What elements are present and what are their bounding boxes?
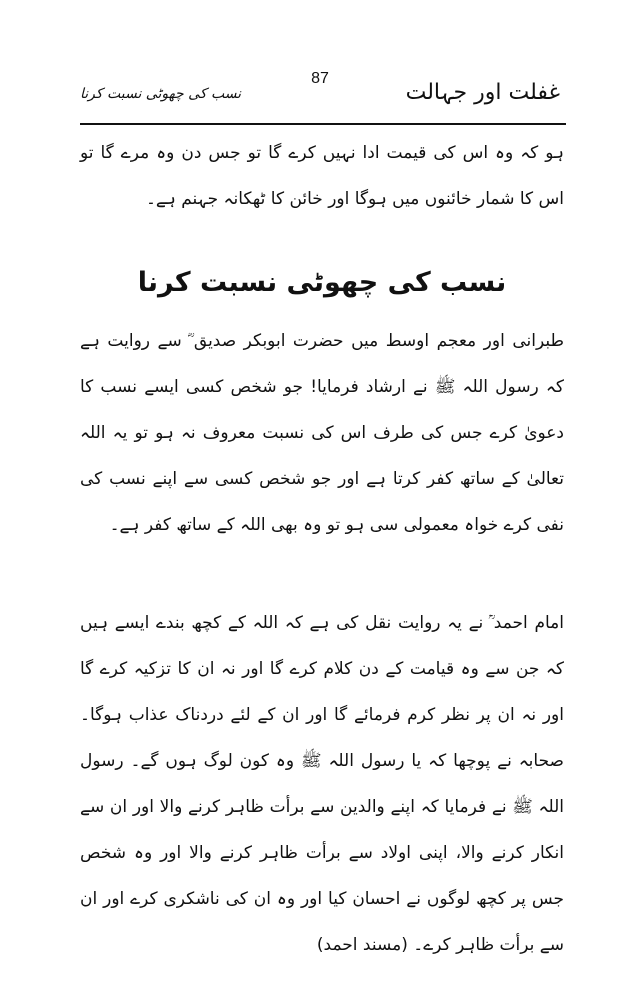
- page-header: [80, 70, 560, 120]
- running-head-book-title: غفلت اور جہالت: [405, 80, 560, 105]
- paragraph-imam-ahmad-hadith: امام احمد ؒ نے یہ روایت نقل کی ہے کہ اللہ کے کچھ بندے ایسے ہیں کہ جن سے وہ قیامت کے دن کلام کرے گا اور نہ ان کا تزکیہ کرے گا اور نہ ان پر نظر کرم فرمائے گا اور ان کے لئے دردناک عذاب ہوگا۔ صحابہ نے پوچھا کہ یا رسول اللہ ﷺ وہ کون لوگ ہوں گے۔ رسول اللہ ﷺ نے فرمایا کہ اپنے والدین سے برأت ظاہر کرنے والا اور ان سے انکار کرنے والا، اپنی اولاد سے برأت ظاہر کرنے والا اور وہ شخص جس پر کچھ لوگوں نے احسان کیا اور وہ ان کی ناشکری کرے اور ان سے برأت ظاہر کرے۔ (مسند احمد): [80, 613, 564, 955]
- paragraph-continuation: ہو کہ وہ اس کی قیمت ادا نہیں کرے گا تو جس دن وہ مرے گا تو اس کا شمار خائنوں میں ہوگا اور خائن کا ٹھکانہ جہنم ہے۔: [80, 143, 564, 209]
- running-head-chapter-title: نسب کی چھوٹی نسبت کرنا: [80, 86, 242, 102]
- section-heading: نسب کی چھوٹی نسبت کرنا: [137, 267, 507, 298]
- paragraph-tabrani-hadith: طبرانی اور معجم اوسط میں حضرت ابوبکر صدیق ؓ سے روایت ہے کہ رسول اللہ ﷺ نے ارشاد فرمایا! جو شخص کسی ایسے نسب کا دعویٰ کرے جس کی طرف اس کی نسبت معروف نہ ہو تو یہ اللہ تعالیٰ کے ساتھ کفر کرتا ہے اور جو شخص کسی سے اپنے نسب کی نفی کرے خواہ معمولی سی ہو تو وہ بھی اللہ کے ساتھ کفر ہے۔: [80, 331, 564, 535]
- header-rule: [80, 123, 566, 125]
- page-body: [80, 130, 564, 968]
- page-number: 87: [311, 70, 329, 87]
